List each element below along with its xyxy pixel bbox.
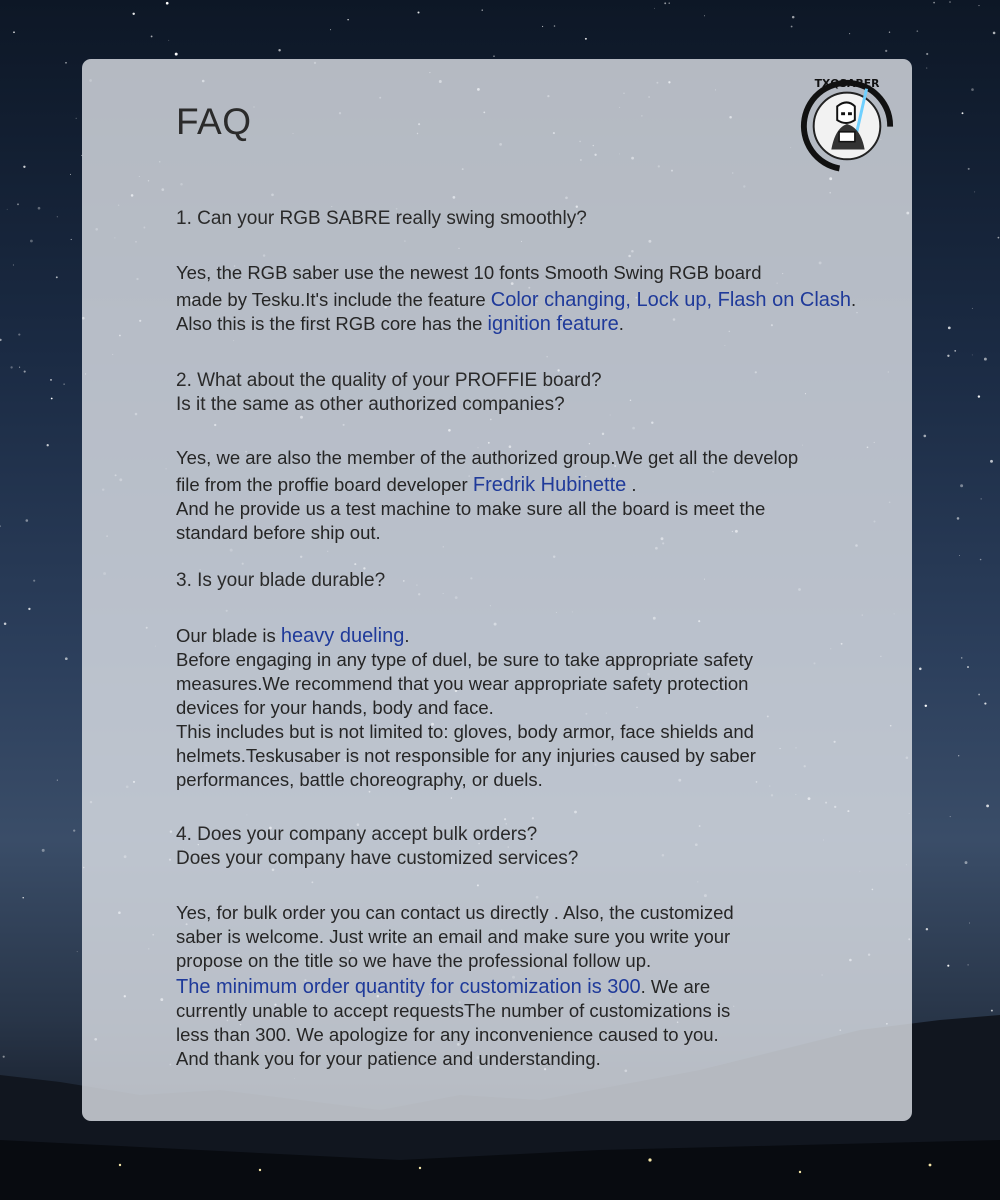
answer-text: . We are — [640, 976, 711, 997]
answer-text: . Also this is the first RGB core has the — [176, 289, 857, 334]
feature-highlight: Color changing, Lock up, Flash on Clash — [490, 289, 852, 311]
answer-line: Yes, the RGB saber use the newest 10 fonts Smooth Swing RGB board — [176, 262, 762, 283]
answer-line: And he provide us a test machine to make sure all the board is meet the — [176, 498, 766, 519]
faq-question: 3. Is your blade durable? — [176, 570, 386, 591]
answer-line: Before engaging in any type of duel, be sure to take appropriate safety — [176, 649, 753, 670]
answer-text: Our blade is — [176, 625, 281, 646]
faq-question: 4. Does your company accept bulk orders? — [176, 824, 538, 845]
saber-trooper-logo — [798, 75, 896, 173]
minimum-order-highlight: The minimum order quantity for customization is 300 — [176, 976, 641, 998]
answer-line: saber is welcome. Just write an email and make sure you write your — [176, 926, 731, 947]
answer-line: performances, battle choreography, or duels. — [176, 769, 543, 790]
answer-line: This includes but is not limited to: gloves, body armor, face shields and — [176, 721, 754, 742]
faq-question: 2. What about the quality of your PROFFIE board? — [176, 370, 602, 391]
answer-text: . — [618, 313, 624, 334]
answer-line — [176, 288, 866, 336]
svg-text:TXQSABER: TXQSABER — [814, 76, 880, 90]
answer-line: standard before ship out. — [176, 522, 381, 543]
faq-answer-1 — [176, 261, 866, 336]
faq-question: Does your company have customized services? — [176, 848, 579, 869]
faq-item-1 — [176, 207, 866, 231]
page-title: FAQ — [176, 101, 252, 142]
answer-text: made by Tesku.It's include the feature — [176, 289, 491, 310]
faq-panel — [82, 59, 912, 1121]
answer-line: Yes, for bulk order you can contact us directly . Also, the customized — [176, 902, 734, 923]
faq-answer-2 — [176, 446, 866, 545]
ignition-highlight: ignition feature — [487, 313, 619, 335]
answer-text: . — [404, 625, 410, 646]
faq-question: Is it the same as other authorized companies? — [176, 394, 565, 415]
answer-text: file from the proffie board developer — [176, 474, 473, 495]
answer-line — [176, 624, 866, 648]
answer-line — [176, 473, 866, 497]
answer-line: less than 300. We apologize for any inconvenience caused to you. — [176, 1024, 719, 1045]
faq-item-4 — [176, 823, 866, 871]
answer-line: And thank you for your patience and understanding. — [176, 1048, 601, 1069]
answer-line: propose on the title so we have the professional follow up. — [176, 950, 652, 971]
faq-answer-3 — [176, 624, 866, 792]
answer-line: Yes, we are also the member of the authorized group.We get all the develop — [176, 447, 799, 468]
faq-question: 1. Can your RGB SABRE really swing smoothly? — [176, 208, 587, 229]
answer-line: devices for your hands, body and face. — [176, 697, 494, 718]
faq-answer-4 — [176, 901, 866, 1071]
heavy-dueling-highlight: heavy dueling — [280, 625, 405, 647]
faq-item-3 — [176, 569, 866, 593]
answer-line: currently unable to accept requestsThe number of customizations is — [176, 1000, 731, 1021]
answer-line — [176, 975, 866, 999]
answer-text: . — [626, 474, 637, 495]
answer-line: helmets.Teskusaber is not responsible for any injuries caused by saber — [176, 745, 756, 766]
answer-line: measures.We recommend that you wear appropriate safety protection — [176, 673, 749, 694]
developer-highlight: Fredrik Hubinette — [472, 474, 627, 496]
faq-item-2 — [176, 369, 866, 417]
